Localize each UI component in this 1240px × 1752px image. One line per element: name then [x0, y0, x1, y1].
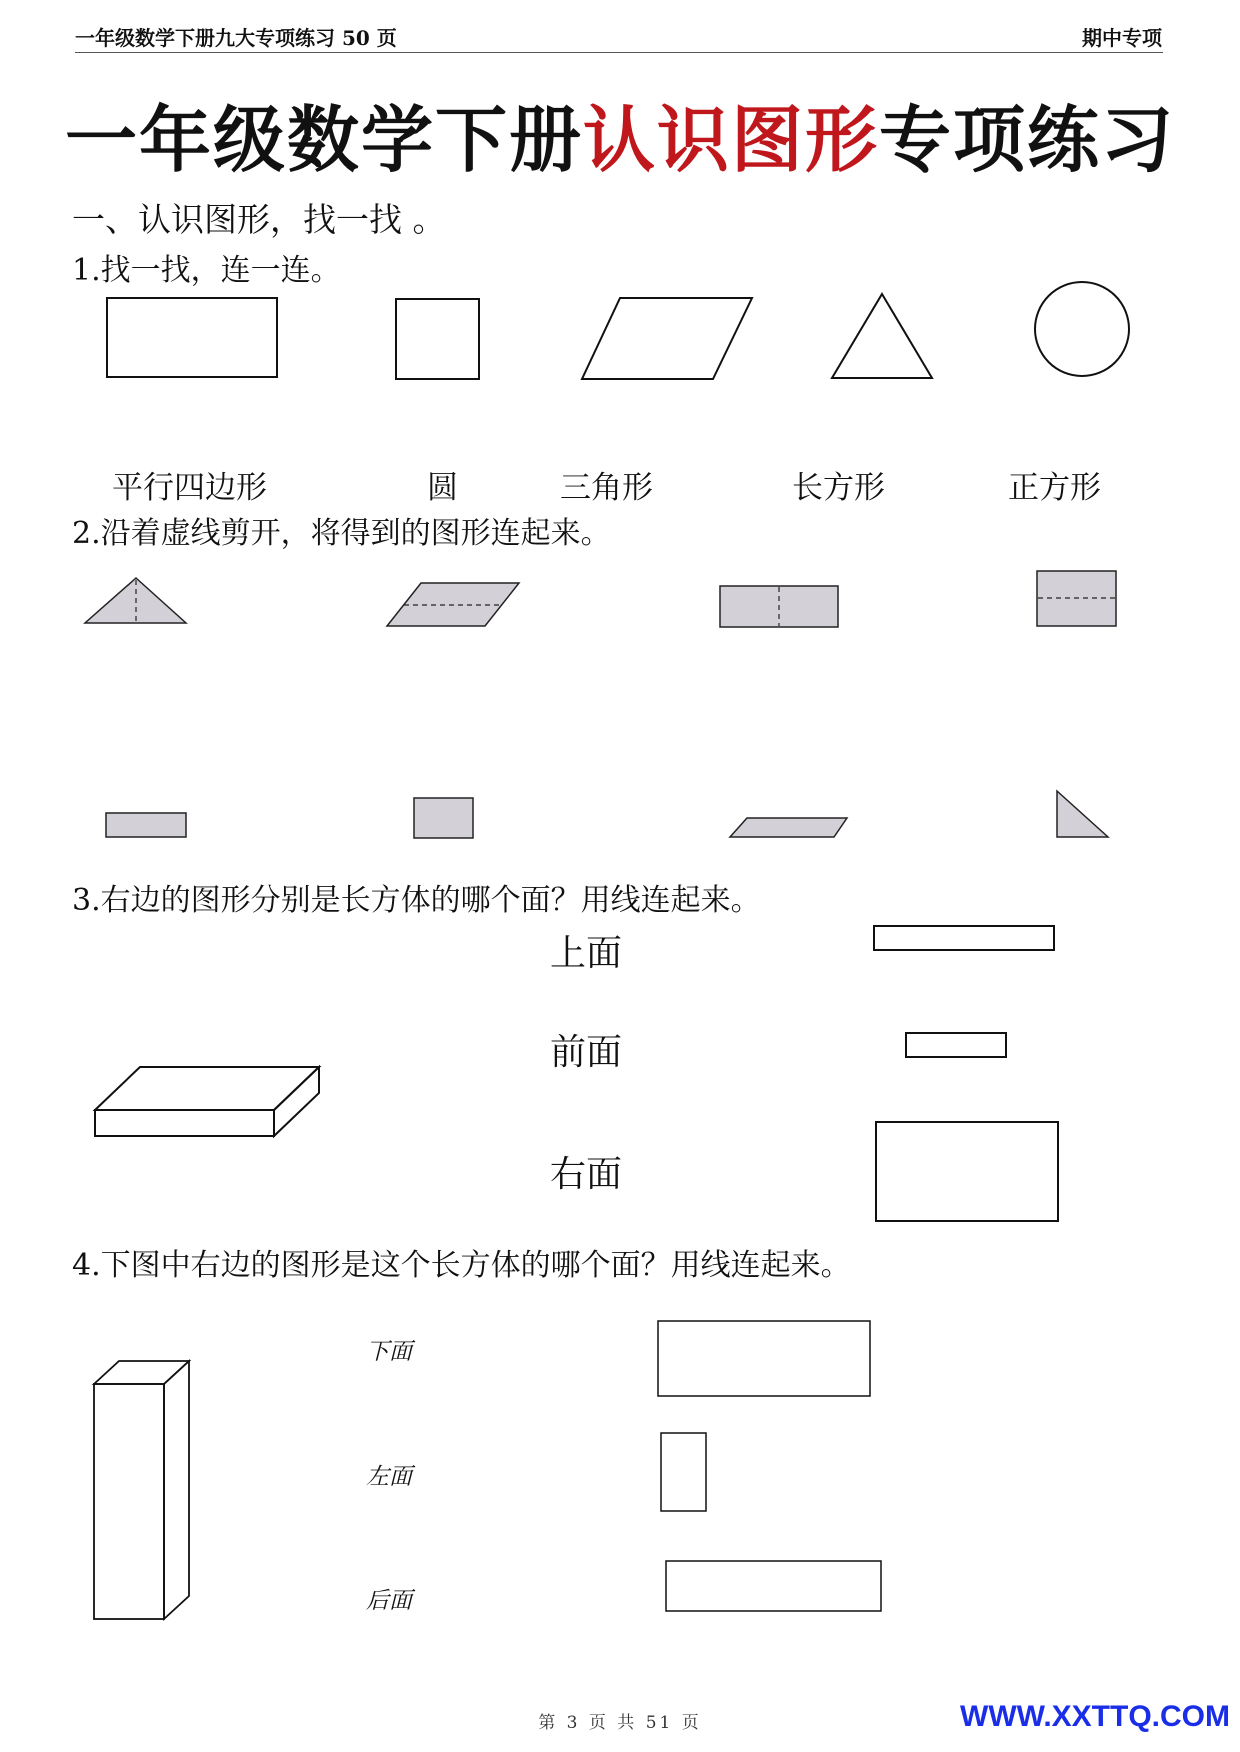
title-part-1: 一年级数学下册	[64, 97, 583, 182]
wide-rectangle	[658, 1321, 870, 1396]
section-heading: 一、认识图形，找一找 。	[72, 200, 446, 239]
q3-face-front: 前面	[550, 1032, 623, 1073]
q1-label-circle: 圆	[427, 470, 458, 506]
q4-face-back: 后面	[366, 1588, 412, 1614]
long-rectangle	[666, 1561, 881, 1611]
q3-face-top: 上面	[550, 933, 623, 974]
header-title: 一年级数学下册九大专项练习 50 页	[75, 26, 397, 50]
title-part-3: 专项练习	[879, 97, 1176, 182]
tall-narrow-rectangle	[661, 1433, 706, 1511]
question-1: 1.找一找，连一连。	[72, 253, 341, 288]
q1-label-square: 正方形	[1008, 470, 1101, 506]
q3-face-right: 右面	[550, 1154, 623, 1195]
q1-label-rectangle: 长方形	[792, 470, 885, 506]
title-part-2: 认识图形	[582, 97, 879, 182]
question-2: 2.沿着虚线剪开，将得到的图形连起来。	[72, 516, 611, 551]
header-section: 期中专项	[1082, 26, 1162, 50]
q1-label-parallelogram: 平行四边形	[112, 470, 267, 506]
q4-face-left: 左面	[366, 1464, 412, 1490]
question-3: 3.右边的图形分别是长方体的哪个面？用线连起来。	[72, 883, 761, 918]
q1-label-triangle: 三角形	[560, 470, 653, 506]
website-watermark: WWW.XXTTQ.COM	[960, 1700, 1230, 1733]
q4-face-bottom: 下面	[366, 1339, 412, 1365]
tall-cuboid	[94, 1361, 189, 1619]
page-number: 第 3 页 共 51 页	[538, 1713, 702, 1733]
question-4: 4.下图中右边的图形是这个长方体的哪个面？用线连起来。	[72, 1248, 851, 1283]
